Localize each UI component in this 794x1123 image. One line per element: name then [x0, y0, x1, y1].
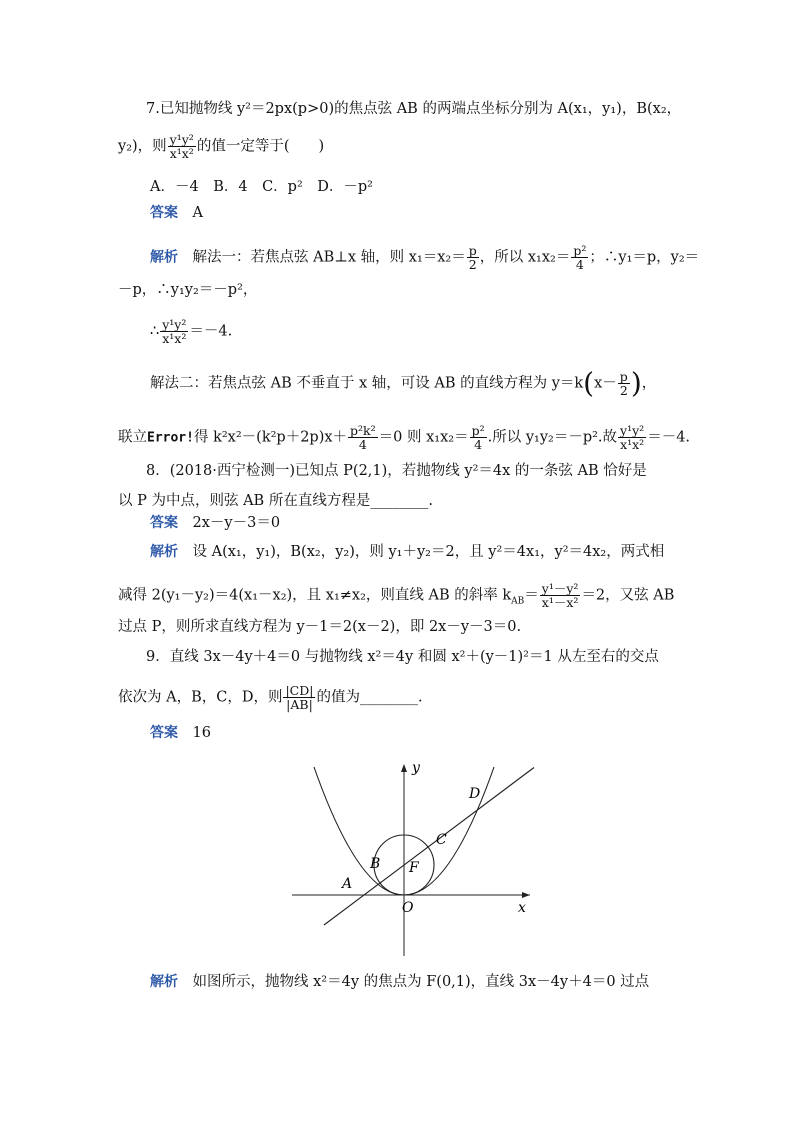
label-O: O [402, 900, 414, 916]
label-y: y [412, 760, 420, 776]
q8-analysis-line3: 过点 P，则所求直线方程为 y－1＝2(x－2)，即 2x－y－3＝0. [118, 619, 522, 635]
q7-frac-p-2-b: $\frac{p}{2}$ [619, 369, 628, 398]
q7-analysis-line3: ∴ $\frac{\text{y¹y²}}{\text{x¹x²}}$ ＝－4. [150, 317, 233, 346]
q7-answer: A [192, 205, 203, 221]
q7-frac-result: $\frac{\text{y¹y²}}{\text{x¹x²}}$ [162, 317, 187, 346]
q7-frac-p-2: $\frac{p}{2}$ [468, 243, 477, 272]
q7-stem-text: y₂)，则 [118, 138, 167, 155]
q7-analysis-method2-line1: 解法二：若焦点弦 AB 不垂直于 x 轴，可设 AB 的直线方程为 y＝k(x－ $\frac{p}{2}$ )， [150, 366, 657, 400]
q8-answer-line [150, 514, 280, 532]
q8-stem-line2: 以 P 为中点，则弦 AB 所在直线方程是________. [118, 493, 433, 509]
q7-stem-line2 [118, 133, 324, 160]
label-x: x [518, 900, 526, 916]
q7-analysis-line2: －p，∴y₁y₂＝－p²， [118, 282, 258, 298]
label-D: D [469, 786, 481, 802]
label-B: B [370, 856, 381, 872]
q9-answer: 16 [192, 725, 211, 741]
analysis-label: 解析 [150, 974, 178, 990]
x-axis-arrow [522, 892, 530, 898]
label-C: C [436, 832, 447, 848]
q9-stem-line2: 依次为 A，B，C，D，则 $\frac{|CD|}{|AB|}$ 的值为________. [118, 683, 423, 712]
q7-answer-line [150, 204, 203, 222]
q9-analysis-line1: 解析 如图所示，抛物线 x²＝4y 的焦点为 F(0,1)，直线 3x－4y＋4＝0 过点 [150, 974, 650, 990]
parabola-circle-line-figure [286, 760, 536, 960]
q7-stem-suffix: 的值一定等于( ) [196, 138, 325, 155]
answer-label: 答案 [150, 515, 178, 531]
q7-frac-result-b: $\frac{\text{y¹y²}}{\text{x¹x²}}$ [620, 423, 645, 452]
q8-analysis-line1: 解析 设 A(x₁，y₁)，B(x₂，y₂)，则 y₁＋y₂＝2，且 y²＝4x₁，y²＝4x₂，两式相 [150, 544, 665, 560]
q8-slope-fraction: $\frac{\text{y¹－y²}}{\text{x¹－x²}}$ [541, 581, 579, 610]
q7-frac-p2-4: $\frac{\text{p²}}{4}$ [573, 243, 587, 272]
label-F: F [409, 860, 419, 876]
q8-stem-line1: 8．(2018·西宁检测一)已知点 P(2,1)，若抛物线 y²＝4x 的一条弦 AB 恰好是 [146, 463, 647, 479]
q7-options: A．－4 B．4 C．p² D．－p² [150, 179, 373, 195]
answer-label: 答案 [150, 205, 178, 221]
label-A: A [342, 876, 353, 892]
q8-answer: 2x－y－3＝0 [192, 515, 281, 531]
analysis-label: 解析 [150, 544, 178, 560]
q8-analysis-line2: 减得 2(y₁－y₂)＝4(x₁－x₂)，且 x₁≠x₂，则直线 AB 的斜率 $k_{AB}=$ $\frac{\text{y¹－y²}}{\text{x¹－x²}}$ ＝2，又弦 AB [118, 581, 675, 610]
q7-frac-p2k2-4: $\frac{\text{p²k²}}{4}$ [350, 423, 376, 452]
q9-stem-line1: 9．直线 3x－4y＋4＝0 与抛物线 x²＝4y 和圆 x²＋(y－1)²＝1 从左至右的交点 [146, 649, 659, 665]
error-text: Error! [147, 430, 194, 446]
analysis-label: 解析 [150, 249, 178, 266]
q7-analysis-method2-line2: 联立Error!得 k²x²－(k²p＋2p)x＋ $\frac{\text{p²k²}}{4}$ ＝0 则 x₁x₂＝ $\frac{\text{p²}}{4}$ .所以 y₁y₂＝－p².故 $\frac{\text{y¹y²}}{\text{x¹x²}}$ ＝－4. [118, 423, 691, 452]
q7-analysis-line1: 解析 解法一：若焦点弦 AB⊥x 轴，则 x₁＝x₂＝ $\frac{p}{2}$ ，所以 x₁x₂＝ $\frac{\text{p²}}{4}$ ；∴y₁＝p，y₂＝ [150, 243, 700, 272]
q7-stem-fraction: $\frac{\text{y¹y²}}{\text{x¹x²}}$ [169, 132, 194, 161]
q9-answer-line [150, 724, 211, 742]
line [324, 768, 534, 926]
q9-ratio-fraction: $\frac{|CD|}{|AB|}$ [285, 683, 314, 712]
answer-label: 答案 [150, 725, 178, 741]
y-axis-arrow [401, 764, 407, 772]
q7-stem-line1: 7.已知抛物线 y²＝2px(p>0)的焦点弦 AB 的两端点坐标分别为 A(x₁，y₁)，B(x₂， [146, 101, 682, 117]
q7-frac-p2-4-b: $\frac{\text{p²}}{4}$ [471, 423, 485, 452]
